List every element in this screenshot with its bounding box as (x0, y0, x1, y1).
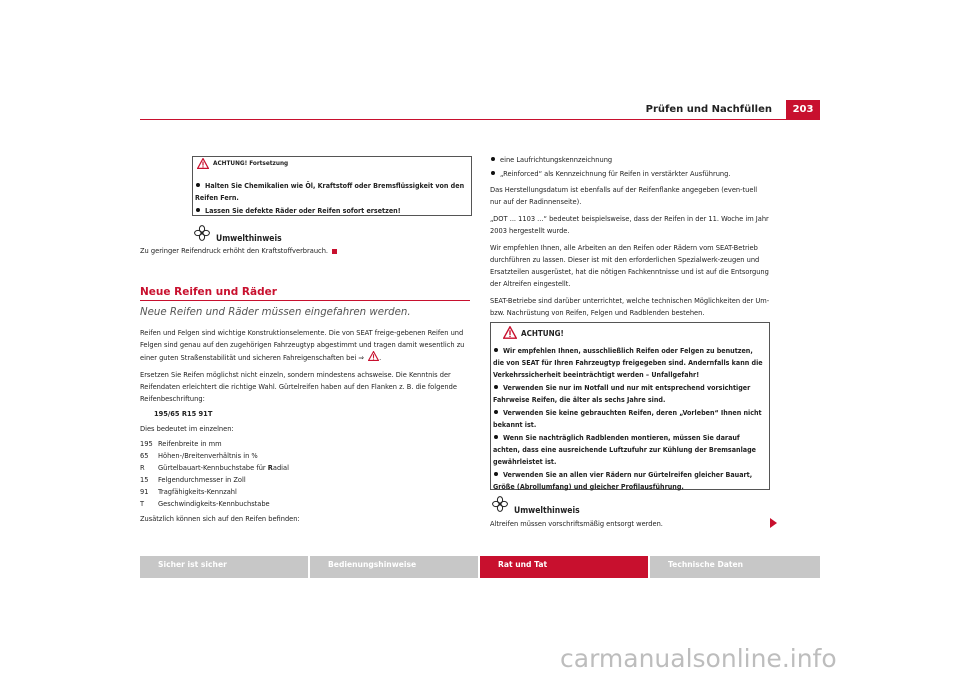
warning-continued-box (192, 156, 472, 216)
bullet-icon (494, 435, 498, 439)
warning-triangle-icon (368, 351, 379, 361)
header-rule (140, 119, 820, 120)
environment-note-title: Umwelthinweis (216, 234, 282, 244)
warning-triangle-icon (197, 158, 209, 169)
bullet-icon (494, 410, 498, 414)
section-subtitle: Neue Reifen und Räder müssen eingefahren werden. (140, 307, 411, 318)
warning-item: Wir empfehlen Ihnen, ausschließlich Reifen oder Felgen zu benutzen, die von SEAT für Ihren Fahrzeugtyp freigegeben sind. Andernfalls kann die Verkehrssicherheit beeinträchtigt werden – Unfallgefahr! (493, 346, 763, 379)
warning-header (491, 323, 769, 341)
paragraph: Wir empfehlen Ihnen, alle Arbeiten an den Reifen oder Rädern vom SEAT-Betrieb durchführen zu lassen. Dieser ist mit den erforderlichen Spezialwerk-zeugen und Ersatzteilen ausgerüstet, hat die nötigen Fachkenntnisse und ist auf die Entsorgung der Altreifen eingestellt. (490, 243, 769, 288)
spec-row: 91 Tragfähigkeits-Kennzahl (140, 487, 237, 496)
paragraph: SEAT-Betriebe sind darüber unterrichtet, welche technischen Möglichkeiten der Um- bzw. Nachrüstung von Reifen, Felgen und Radblenden bestehen. (490, 296, 770, 317)
bullet-icon (494, 348, 498, 352)
section-rule (140, 300, 470, 301)
warning-header (193, 157, 471, 171)
warning-triangle-icon (503, 326, 517, 339)
environment-note-text: Zu geringer Reifendruck erhöht den Kraftstoffverbrauch. (140, 245, 470, 257)
warning-item: Verwenden Sie nur im Notfall und nur mit entsprechend vorsichtiger Fahrweise Reifen, die älter als sechs Jahre sind. (493, 383, 751, 404)
warning-item: Verwenden Sie keine gebrauchten Reifen, deren „Vorleben“ Ihnen nicht bekannt ist. (493, 408, 762, 429)
end-mark-icon (332, 249, 337, 254)
warning-box (490, 322, 770, 490)
environment-note-text: Altreifen müssen vorschriftsmäßig entsorgt werden. (490, 519, 663, 528)
spec-row: 65 Höhen-/Breitenverhältnis in % (140, 451, 258, 460)
tire-code: 195/65 R15 91T (154, 409, 213, 418)
bullet-icon (494, 472, 498, 476)
spec-row: T Geschwindigkeits-Kennbuchstabe (140, 499, 270, 508)
paragraph: Das Herstellungsdatum ist ebenfalls auf der Reifenflanke angegeben (even-tuell nur auf der Radinnenseite). (490, 185, 758, 206)
warning-item: Verwenden Sie an allen vier Rädern nur Gürtelreifen gleicher Bauart, Größe (Abrollumfang) und gleicher Profilausführung. (493, 470, 753, 491)
right-body (490, 154, 770, 319)
bullet-icon (196, 208, 200, 212)
paragraph: „DOT ... 1103 ...“ bedeutet beispielsweise, dass der Reifen in der 11. Woche im Jahr 2003 hergestellt wurde. (490, 214, 769, 235)
warning-item: Lassen Sie defekte Räder oder Reifen sofort ersetzen! (193, 205, 471, 217)
paragraph: Reifen und Felgen sind wichtige Konstruktionselemente. Die von SEAT freige-gebenen Reifen und Felgen sind genau auf den zugehörigen Fahrzeugtyp abgestimmt und tragen damit wesentlich zu einer guten Straßenstabilität und sicheren Fahreigenschaften bei ⇒ . (140, 328, 465, 362)
spec-row: 15 Felgendurchmesser in Zoll (140, 475, 246, 484)
list-item: eine Laufrichtungskennzeichnung (490, 154, 770, 166)
spec-list (140, 438, 470, 510)
list-item: „Reinforced“ als Kennzeichnung für Reifen in verstärkter Ausführung. (490, 168, 770, 180)
bullet-icon (494, 385, 498, 389)
warning-item: Wenn Sie nachträglich Radblenden montieren, müssen Sie darauf achten, dass eine ausreichende Luftzufuhr zur Kühlung der Bremsanlage gewährleistet ist. (493, 433, 756, 466)
bullet-icon (196, 183, 200, 187)
footer-nav (140, 556, 820, 578)
chapter-title: Prüfen und Nachfüllen (645, 104, 772, 115)
paragraph: Dies bedeutet im einzelnen: (140, 424, 234, 433)
bullet-icon (491, 171, 495, 175)
next-page-arrow-icon[interactable] (770, 518, 777, 528)
tab-sicher-ist-sicher[interactable]: Sicher ist sicher (140, 556, 308, 578)
environment-note-title: Umwelthinweis (514, 506, 580, 516)
warning-title: ACHTUNG! (521, 329, 564, 338)
tab-technische-daten[interactable]: Technische Daten (650, 556, 820, 578)
watermark: carmanualsonline.info (560, 644, 837, 673)
left-body (140, 327, 470, 525)
spec-row: R Gürtelbauart-Kennbuchstabe für Radial (140, 463, 289, 472)
spec-row: 195 Reifenbreite in mm (140, 439, 222, 448)
paragraph: Ersetzen Sie Reifen möglichst nicht einzeln, sondern mindestens achsweise. Die Kenntnis der Reifendaten erleichtert die richtige Wahl. Gürtelreifen haben auf den Flanken z. B. die folgende Reifenbeschriftung: (140, 370, 457, 403)
page-number: 203 (786, 100, 820, 120)
environment-flower-icon (492, 496, 508, 512)
section-title: Neue Reifen und Räder (140, 286, 277, 298)
tab-rat-und-tat[interactable]: Rat und Tat (480, 556, 648, 578)
tab-bedienungshinweise[interactable]: Bedienungshinweise (310, 556, 478, 578)
environment-flower-icon (194, 225, 210, 241)
warning-title: ACHTUNG! Fortsetzung (213, 159, 289, 167)
warning-item: Halten Sie Chemikalien wie Öl, Kraftstoff oder Bremsflüssigkeit von den Reifen Fern. (195, 181, 465, 202)
bullet-icon (491, 157, 495, 161)
paragraph: Zusätzlich können sich auf den Reifen befinden: (140, 514, 300, 523)
